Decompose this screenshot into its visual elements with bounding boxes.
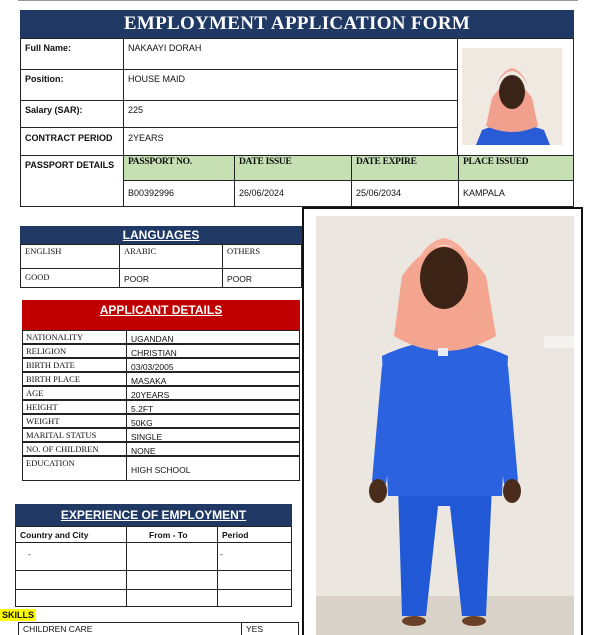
exp-row3-period — [217, 589, 292, 607]
experience-header: EXPERIENCE OF EMPLOYMENT — [15, 504, 292, 526]
applicant-label-birth-place: BIRTH PLACE — [22, 372, 127, 386]
exp-row3-country — [15, 589, 127, 607]
lang-others-value: POOR — [222, 268, 302, 288]
exp-header-period: Period — [217, 526, 292, 543]
exp-header-from-to: From - To — [126, 526, 218, 543]
applicant-value-birth-place: MASAKA — [126, 372, 300, 386]
applicant-value-no-of-children: NONE — [126, 442, 300, 456]
languages-header: LANGUAGES — [20, 226, 302, 244]
applicant-value-marital-status: SINGLE — [126, 428, 300, 442]
applicant-value-nationality: UGANDAN — [126, 330, 300, 344]
exp-row3-from-to — [126, 589, 218, 607]
exp-row2-period — [217, 570, 292, 590]
applicant-value-birth-date: 03/03/2005 — [126, 358, 300, 372]
applicant-label-nationality: NATIONALITY — [22, 330, 127, 344]
passport-label: PASSPORT DETAILS — [20, 155, 124, 207]
salary-value: 225 — [123, 100, 458, 128]
applicant-label-height: HEIGHT — [22, 400, 127, 414]
applicant-label-religion: RELIGION — [22, 344, 127, 358]
applicant-value-religion: CHRISTIAN — [126, 344, 300, 358]
exp-row2-from-to — [126, 570, 218, 590]
lang-header-others: OTHERS — [222, 244, 302, 269]
full-body-photo — [316, 216, 574, 635]
applicant-label-no-of-children: NO. OF CHILDREN — [22, 442, 127, 456]
position-value: HOUSE MAID — [123, 69, 458, 101]
applicant-details-header: APPLICANT DETAILS — [22, 300, 300, 330]
passport-no-header: PASSPORT NO. — [123, 155, 235, 181]
place-issued-header: PLACE ISSUED — [458, 155, 574, 181]
salary-label: Salary (SAR): — [20, 100, 124, 128]
date-issue-header: DATE ISSUE — [234, 155, 352, 181]
contract-value: 2YEARS — [123, 127, 458, 156]
exp-row1-country: - — [15, 542, 127, 571]
applicant-label-weight: WEIGHT — [22, 414, 127, 428]
full-name-value: NAKAAYI DORAH — [123, 38, 458, 70]
exp-row1-from-to — [126, 542, 218, 571]
passport-photo — [462, 48, 562, 145]
exp-row1-period: - — [217, 542, 292, 571]
date-expire-value: 25/06/2034 — [351, 180, 459, 207]
applicant-label-age: AGE — [22, 386, 127, 400]
full-name-label: Full Name: — [20, 38, 124, 70]
applicant-value-age: 20YEARS — [126, 386, 300, 400]
applicant-value-weight: 50KG — [126, 414, 300, 428]
applicant-value-height: 5.2FT — [126, 400, 300, 414]
skill-children-care: CHILDREN CARE — [18, 622, 242, 635]
lang-english-value: GOOD — [20, 268, 120, 288]
date-issue-value: 26/06/2024 — [234, 180, 352, 207]
contract-label: CONTRACT PERIOD — [20, 127, 124, 156]
skills-label: SKILLS — [2, 610, 35, 620]
applicant-label-marital-status: MARITAL STATUS — [22, 428, 127, 442]
lang-arabic-value: POOR — [119, 268, 223, 288]
lang-header-english: ENGLISH — [20, 244, 120, 269]
date-expire-header: DATE EXPIRE — [351, 155, 459, 181]
lang-header-arabic: ARABIC — [119, 244, 223, 269]
skill-children-care-value: YES — [241, 622, 299, 635]
applicant-value-education: HIGH SCHOOL — [126, 456, 300, 481]
place-issued-value: KAMPALA — [458, 180, 574, 207]
exp-header-country: Country and City — [15, 526, 127, 543]
position-label: Position: — [20, 69, 124, 101]
applicant-label-birth-date: BIRTH DATE — [22, 358, 127, 372]
passport-no-value: B00392996 — [123, 180, 235, 207]
exp-row2-country — [15, 570, 127, 590]
applicant-label-education: EDUCATION — [22, 456, 127, 481]
top-rule — [18, 0, 578, 10]
form-title: EMPLOYMENT APPLICATION FORM — [20, 10, 574, 38]
